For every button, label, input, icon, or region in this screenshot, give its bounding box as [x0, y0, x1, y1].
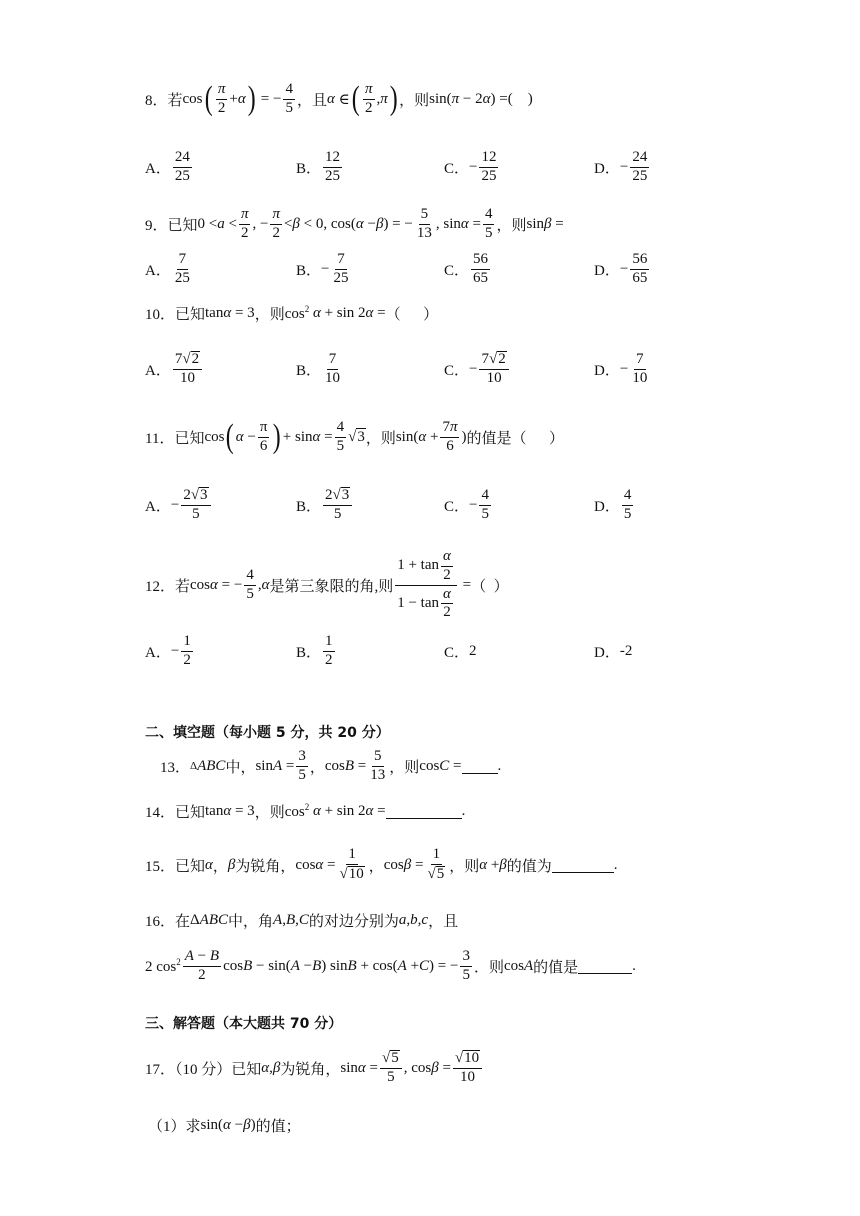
q12-text-mid: 是第三象限的角,则 — [269, 578, 394, 595]
option-letter: C． — [444, 498, 470, 515]
q10-option-b[interactable]: B． $\frac{7}{10}$ — [296, 350, 341, 386]
option-letter: A． — [145, 362, 171, 379]
q11-number: 11．已知 — [145, 430, 205, 447]
option-letter: D． — [594, 362, 620, 379]
q14-number: 14．已知 — [145, 804, 206, 821]
q11-text-mid: ，则 — [365, 430, 396, 447]
q15-number: 15．已知 — [145, 858, 206, 875]
option-letter: B． — [296, 362, 322, 379]
option-letter: A． — [145, 644, 171, 661]
q8-answer-blank: ( ) — [507, 90, 533, 107]
q16-answer-blank[interactable] — [578, 959, 632, 974]
section-2-title-text: 二、填空题（每小题 5 分，共 20 分） — [145, 725, 390, 741]
option-value: -2 — [619, 642, 633, 659]
question-13: 13． Δ ABC 中， sin A = $\frac{3}{5}$ ， cos B = $\frac{5}{13}$ ，则 cos C = . — [160, 747, 502, 783]
q13-number: 13． — [160, 759, 191, 776]
q11-option-d[interactable]: D． $\frac{4}{5}$ — [594, 486, 632, 522]
question-12: 12．若 cos α = − $\frac{4}{5}$ , α 是第三象限的角,则 1 + tan $\frac{\alpha}{2}$ 1 − tan $\frac{\alpha}{2}$ = （ ） — [145, 548, 509, 621]
q15-text-5: 的值为 — [506, 858, 552, 875]
question-8: 8．若 cos ( $\frac{\pi}{2}$ + α ) = − $\frac{4}{5}$ ，且 α ∈ ( $\frac{\pi}{2}$ , π ) ，则 sin( π − 2 α ) = ( ) — [145, 80, 533, 117]
q8-option-b[interactable]: B． $\frac{12}{25}$ — [296, 148, 341, 184]
q16-text-4: ．则 — [473, 959, 504, 976]
option-letter: A． — [145, 160, 171, 177]
option-letter: D． — [594, 644, 620, 661]
q15-answer-blank[interactable] — [552, 858, 614, 873]
q13-answer-blank[interactable] — [462, 759, 498, 774]
q9-text-end: ，则 — [496, 217, 527, 234]
q16-text-3: ，且 — [428, 913, 459, 930]
q9-option-b[interactable]: B． − $\frac{7}{25}$ — [296, 250, 349, 286]
option-letter: B． — [296, 644, 322, 661]
q17-part1-end: 的值； — [255, 1118, 301, 1135]
q15-text-4: ，则 — [449, 858, 480, 875]
q14-answer-blank[interactable] — [386, 804, 462, 819]
q10-answer-blank: （ ） — [385, 306, 439, 323]
q17-text-1: 为锐角， — [280, 1061, 341, 1078]
option-letter: D． — [594, 262, 620, 279]
section-3-title — [145, 1013, 342, 1033]
q15-text-2: 为锐角， — [235, 858, 296, 875]
q17-part1-text: （1）求 — [148, 1118, 201, 1135]
q11-text-end: 的值是（ ） — [466, 430, 564, 447]
option-letter: A． — [145, 498, 171, 515]
question-17-part-1: （1）求 sin( α − β ) 的值； — [148, 1116, 301, 1135]
q12-number: 12．若 — [145, 578, 191, 595]
q11-option-a[interactable]: A． − 2 √ 3 5 — [145, 482, 213, 528]
q8-text-mid: ，且 — [296, 92, 327, 109]
q10-number: 10．已知 — [145, 306, 206, 323]
option-value: 2 — [469, 642, 477, 659]
q9-number: 9．已知 — [145, 217, 198, 234]
question-15: 15．已知 α ， β 为锐角， cos α = 1 √ 10 ， cos β = 1 √ 5 ，则 α + β 的值为 . — [145, 846, 618, 882]
q16-text-5: 的值是 — [533, 959, 579, 976]
q10-option-d[interactable]: D． − $\frac{7}{10}$ — [594, 350, 648, 386]
option-letter: A． — [145, 262, 171, 279]
option-letter: B． — [296, 160, 322, 177]
question-10: 10．已知 tan α = 3 ，则 $\cos^2$ α + sin 2 α = （ ） — [145, 303, 439, 323]
q16-text-2: 的对边分别为 — [308, 913, 399, 930]
option-letter: C． — [444, 160, 470, 177]
q12-option-a[interactable]: A． − $\frac{1}{2}$ — [145, 632, 191, 668]
q9-option-d[interactable]: D． − $\frac{56}{65}$ — [594, 250, 648, 286]
option-letter: C． — [444, 644, 470, 661]
q16-text-1: 中，角 — [228, 913, 274, 930]
q11-option-c[interactable]: C． − $\frac{4}{5}$ — [444, 486, 489, 522]
q13-text-2: ， — [309, 759, 325, 776]
q13-triangle: ABC — [197, 757, 226, 774]
q17-number: 17．（10 分）已知 — [145, 1061, 262, 1078]
question-17: 17．（10 分）已知 α , β 为锐角， sin α = √ 5 5 , cos β = √ 10 10 — [145, 1045, 484, 1091]
q12-answer-blank: （ ） — [471, 578, 509, 595]
q16-number: 16．在 — [145, 913, 191, 930]
q10-option-a[interactable]: A． 7 √ 2 10 — [145, 346, 204, 392]
q15-text-1: ， — [212, 858, 228, 875]
q9-option-a[interactable]: A． $\frac{7}{25}$ — [145, 250, 190, 286]
q10-option-c[interactable]: C． − 7 √ 2 10 — [444, 346, 511, 392]
section-2-title — [145, 722, 390, 742]
option-letter: D． — [594, 498, 620, 515]
q12-option-c[interactable] — [444, 640, 477, 662]
q13-text-3: ，则 — [389, 759, 420, 776]
question-9: 9．已知 0 < a < $\frac{\pi}{2}$ , − $\frac{\pi}{2}$ < β < 0, cos( α − β ) = − $\frac{5}{13}$ , sin α = $\frac{4}{5}$ ，则 sin β = — [145, 205, 564, 241]
q10-text-mid: ，则 — [254, 306, 285, 323]
q12-option-d[interactable] — [594, 640, 632, 662]
question-16: 16．在 Δ ABC 中，角 A , B , C 的对边分别为 a , b , c ，且 — [145, 911, 459, 930]
question-16-equation: 2 $\cos^2$ $\frac{A - B}{2}$ cos B − sin( A − B ) sin B + cos( A + C ) = − $\frac{3}{5}$ ．则 cos A 的值是 . — [145, 947, 636, 983]
q11-option-b[interactable]: B． 2 √ 3 5 — [296, 482, 354, 528]
q12-option-b[interactable]: B． $\frac{1}{2}$ — [296, 632, 333, 668]
q13-text-1: 中， — [225, 759, 256, 776]
q8-option-d[interactable]: D． − $\frac{24}{25}$ — [594, 148, 648, 184]
q8-number: 8．若 — [145, 92, 183, 109]
q14-text-mid: ，则 — [254, 804, 285, 821]
question-14: 14．已知 tan α = 3 ，则 $\cos^2$ α + sin 2 α = . — [145, 801, 466, 821]
question-11: 11．已知 cos ( α − $\frac{\pi}{6}$ ) + sin α = $\frac{4}{5}$ √ 3 ，则 sin( α + $\frac{7\pi}{6}$ ) 的值是（ ） — [145, 418, 564, 455]
q8-text-end: ，则 — [399, 92, 430, 109]
q9-option-c[interactable]: C． $\frac{56}{65}$ — [444, 250, 489, 286]
option-letter: C． — [444, 362, 470, 379]
section-3-title-text: 三、解答题（本大题共 70 分） — [145, 1016, 343, 1032]
q8-option-c[interactable]: C． − $\frac{12}{25}$ — [444, 148, 497, 184]
option-letter: D． — [594, 160, 620, 177]
q8-option-a[interactable]: A． $\frac{24}{25}$ — [145, 148, 190, 184]
option-letter: C． — [444, 262, 470, 279]
option-letter: B． — [296, 262, 322, 279]
q15-text-3: ， — [368, 858, 384, 875]
option-letter: B． — [296, 498, 322, 515]
